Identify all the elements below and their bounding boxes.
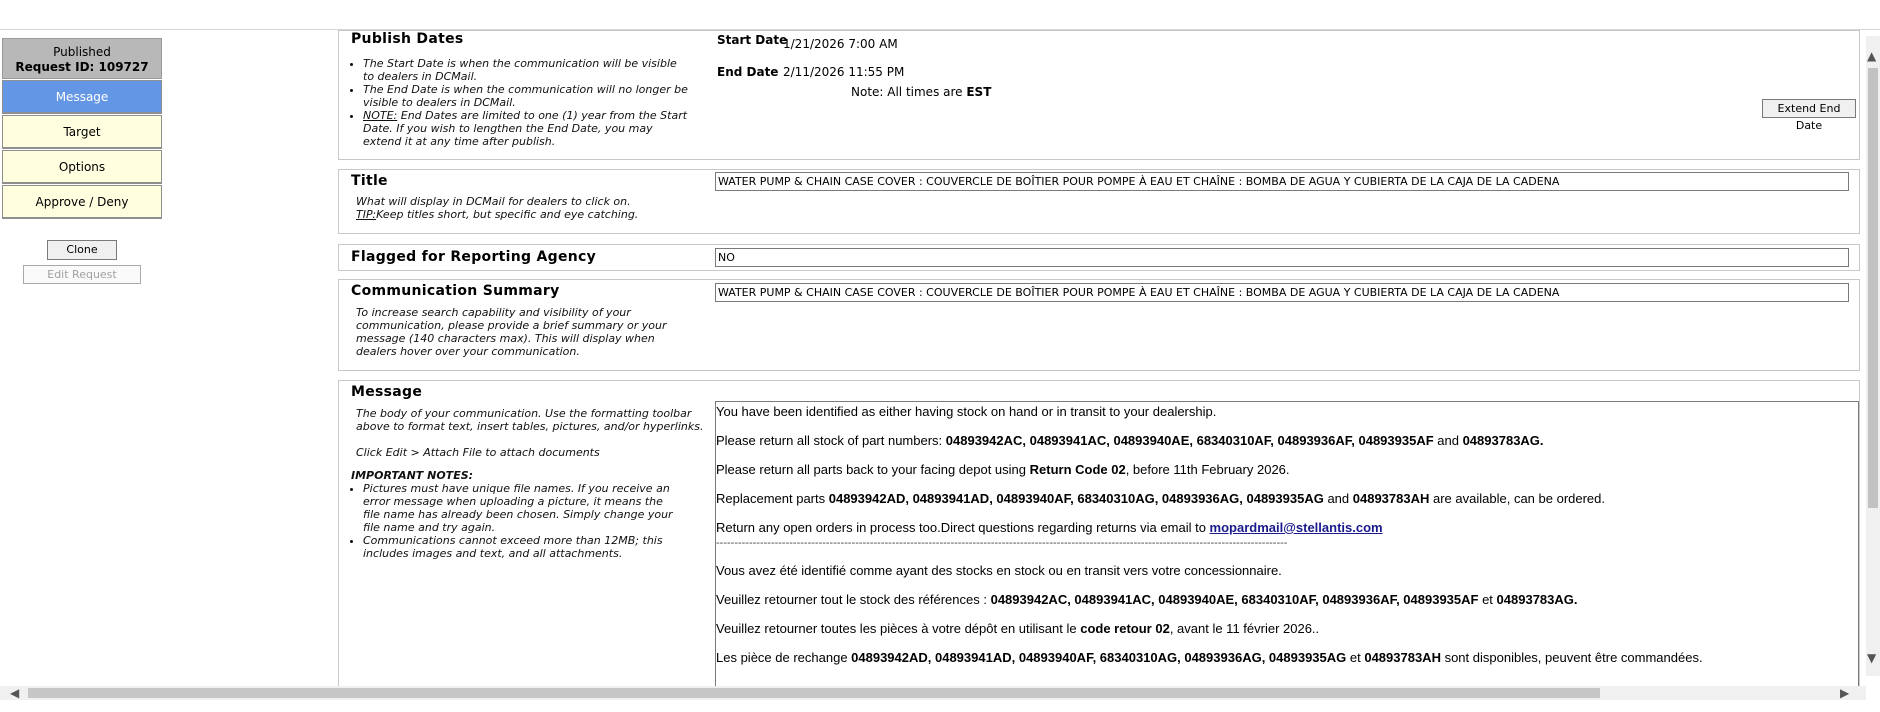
note-size-limit: • Communications cannot exceed more than 12MB; this includes images and text, and all attachments. [363, 534, 681, 560]
start-date-label: Start Date [717, 33, 788, 47]
nav-item-approve-deny[interactable]: Approve / Deny [2, 185, 162, 219]
start-date-value: 1/21/2026 7:00 AM [783, 37, 898, 51]
timezone-value: EST [966, 85, 992, 99]
scroll-down-icon[interactable]: ▼ [1867, 651, 1877, 665]
end-date-value: 2/11/2026 11:55 PM [783, 65, 905, 79]
horizontal-scroll-thumb[interactable] [28, 688, 1600, 698]
body-line: Veuillez retourner toutes les pièces à votre dépôt en utilisant le code retour 02, avant le 11 février 2026.. [716, 621, 1320, 636]
vertical-scrollbar[interactable] [1866, 36, 1880, 676]
flagged-input[interactable]: NO [715, 248, 1849, 267]
flagged-heading: Flagged for Reporting Agency [351, 249, 597, 265]
summary-input[interactable]: WATER PUMP & CHAIN CASE COVER : COUVERCLE DE BOÎTIER POUR POMPE À EAU ET CHAÎNE : BOMBA DE AGUA Y CUBIERTA DE LA CAJA DE LA CADENA [715, 283, 1849, 302]
nav-item-target[interactable]: Target [2, 115, 162, 149]
tip-prefix: TIP: [356, 208, 377, 221]
top-bar [0, 0, 1880, 30]
summary-heading: Communication Summary [351, 283, 560, 299]
language-divider: ------------------------------------------------------------------------------------------------------------------------------------------------------------ [716, 537, 1288, 549]
important-heading: IMPORTANT NOTES: [351, 469, 474, 482]
title-help [356, 195, 696, 221]
request-id: Request ID: 109727 [15, 60, 149, 74]
help-note [363, 109, 691, 148]
note-prefix: NOTE: [363, 109, 398, 122]
body-line: Replacement parts 04893942AD, 04893941AD, 04893940AF, 68340310AG, 04893936AG, 04893935AG and 04893783AH are available, can be ordered. [716, 491, 1606, 506]
body-line: Please return all stock of part numbers: 04893942AC, 04893941AC, 04893940AE, 68340310AF, 04893936AF, 04893935AF and 04893783AG. [716, 433, 1544, 448]
scroll-up-icon[interactable]: ▲ [1867, 49, 1877, 63]
message-heading: Message [351, 384, 423, 400]
title-heading: Title [351, 173, 388, 189]
publish-dates-title: Publish Dates [351, 31, 464, 47]
important-notes [351, 469, 681, 560]
status-label: Published [53, 45, 111, 59]
nav-item-options[interactable]: Options [2, 150, 162, 184]
message-body-editor[interactable] [715, 401, 1859, 691]
message-help-text: The body of your communication. Use the formatting toolbar above to format text, insert tables, pictures, and/or hyperlinks. [356, 407, 704, 433]
body-line: Return any open orders in process too.Direct questions regarding returns via email to mopardmail@stellantis.com [716, 520, 1383, 535]
body-line: Les pièce de rechange 04893942AD, 04893941AD, 04893940AF, 68340310AG, 04893936AG, 04893935AG et 04893783AH sont disponibles, peuvent être commandées. [716, 650, 1703, 665]
edit-request-button[interactable]: Edit Request [23, 265, 141, 284]
title-tip [356, 208, 696, 221]
email-link[interactable]: mopardmail@stellantis.com [1209, 520, 1383, 535]
extend-end-date-button[interactable]: Extend End Date [1762, 99, 1856, 118]
horizontal-scrollbar[interactable] [0, 686, 1866, 700]
body-line: Veuillez retourner tout le stock des références : 04893942AC, 04893941AC, 04893940AE, 68340310AF, 04893936AF, 04893935AF et 04893783AG. [716, 592, 1578, 607]
attach-help: Click Edit > Attach File to attach documents [356, 446, 600, 459]
status-box [2, 38, 162, 79]
scroll-right-icon[interactable]: ▶ [1840, 686, 1850, 700]
help-start-date: • The Start Date is when the communication will be visible to dealers in DCMail. [363, 57, 691, 83]
title-section [338, 169, 1860, 234]
body-line: You have been identified as either having stock on hand or in transit to your dealership. [716, 404, 1217, 419]
title-input[interactable]: WATER PUMP & CHAIN CASE COVER : COUVERCLE DE BOÎTIER POUR POMPE À EAU ET CHAÎNE : BOMBA DE AGUA Y CUBIERTA DE LA CAJA DE LA CADENA [715, 172, 1849, 191]
message-section [338, 380, 1860, 686]
flagged-section [338, 244, 1860, 271]
message-help [356, 407, 706, 459]
note-picture-names: • Pictures must have unique file names. If you receive an error message when uploading a picture, it means the file name has already been chosen. Simply change your file name and try again. [363, 482, 681, 534]
publish-dates-help [351, 57, 691, 148]
title-help-text: What will display in DCMail for dealers to click on. [356, 195, 631, 208]
tip-text: Keep titles short, but specific and eye catching. [376, 208, 639, 221]
help-end-date: • The End Date is when the communication will no longer be visible to dealers in DCMail. [363, 83, 691, 109]
summary-help: To increase search capability and visibility of your communication, please provide a brief summary or your message (140 characters max). This will display when dealers hover over your communication. [356, 306, 667, 358]
publish-dates-section [338, 30, 1860, 160]
end-date-label: End Date [717, 65, 779, 79]
nav-item-message[interactable]: Message [2, 80, 162, 114]
scroll-left-icon[interactable]: ◀ [10, 686, 20, 700]
timezone-note: Note: All times are EST [851, 85, 992, 99]
vertical-scroll-thumb[interactable] [1868, 68, 1878, 508]
note-text: End Dates are limited to one (1) year from the Start Date. If you wish to lengthen the End Date, you may extend it at any time after publish. [363, 109, 688, 148]
clone-button[interactable]: Clone [47, 240, 117, 260]
summary-section [338, 279, 1860, 371]
body-line: Vous avez été identifié comme ayant des stocks en stock ou en transit vers votre concessionnaire. [716, 563, 1282, 578]
body-line: Please return all parts back to your facing depot using Return Code 02, before 11th February 2026. [716, 462, 1290, 477]
